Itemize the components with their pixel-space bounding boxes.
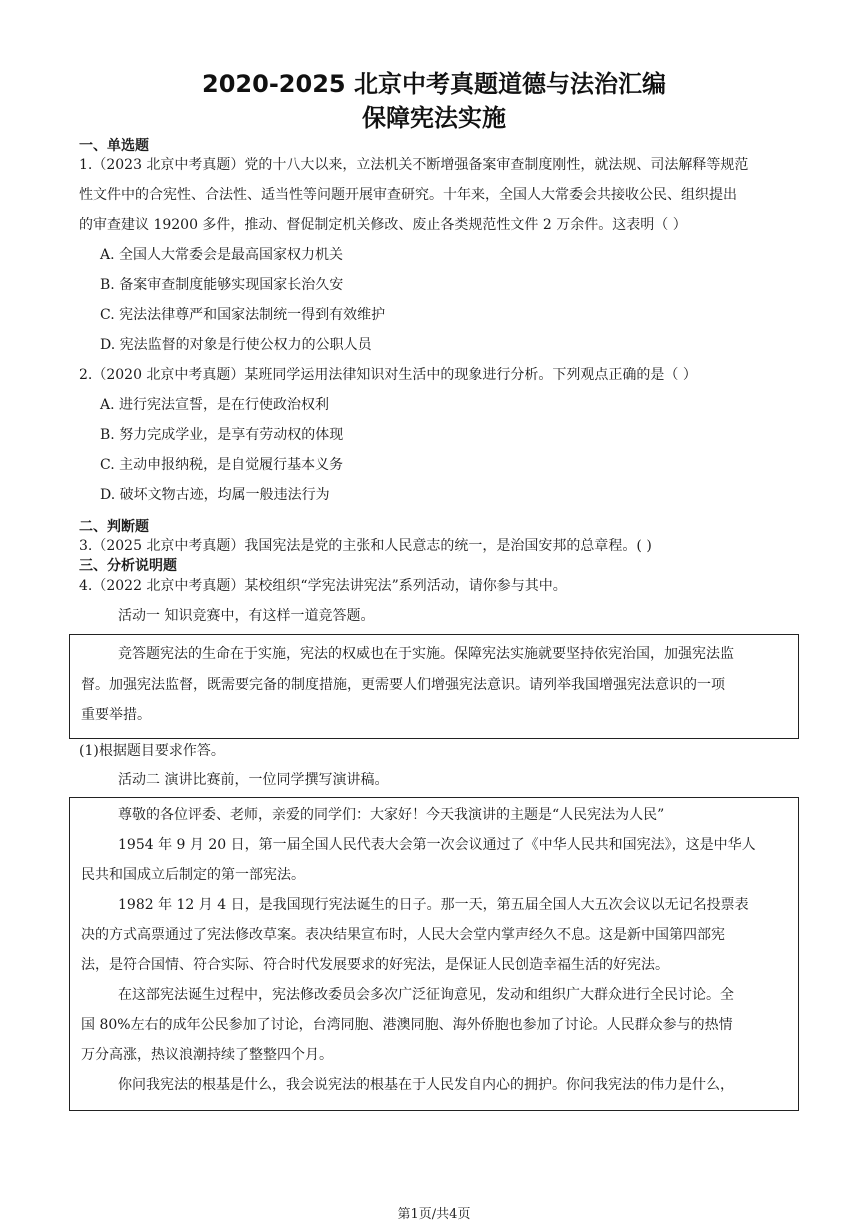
activity-two-label: 活动二 演讲比赛前，一位同学撰写演讲稿。 xyxy=(118,772,389,788)
question-1-stem-line-2: 性文件中的合宪性、合法性、适当性等问题开展审查研究。十年来，全国人大常委会共接收公民、组织提出 xyxy=(79,187,737,203)
section-heading-true-false: 二、判断题 xyxy=(79,519,149,535)
speech-line-9: 万分高涨，热议浪潮持续了整整四个月。 xyxy=(81,1047,333,1063)
speech-line-10: 你问我宪法的根基是什么，我会说宪法的根基在于人民发自内心的拥护。你问我宪法的伟力是什么， xyxy=(118,1077,734,1093)
speech-line-8: 国 80%左右的成年公民参加了讨论，台湾同胞、港澳同胞、海外侨胞也参加了讨论。人民群众参与的热情 xyxy=(81,1017,733,1033)
speech-line-7: 在这部宪法诞生过程中，宪法修改委员会多次广泛征询意见，发动和组织广大群众进行全民讨论。全 xyxy=(118,987,734,1003)
speech-line-3: 民共和国成立后制定的第一部宪法。 xyxy=(81,867,305,883)
speech-line-2: 1954 年 9 月 20 日，第一届全国人民代表大会第一次会议通过了《中华人民共和国宪法》，这是中华人 xyxy=(118,837,756,853)
question-2-option-a: A. 进行宪法宣誓，是在行使政治权利 xyxy=(100,397,330,413)
speech-line-1: 尊敬的各位评委、老师，亲爱的同学们：大家好！今天我演讲的主题是“人民宪法为人民” xyxy=(118,807,665,823)
quiz-box-line-3: 重要举措。 xyxy=(81,707,151,723)
question-2-option-c: C. 主动申报纳税，是自觉履行基本义务 xyxy=(100,457,344,473)
quiz-box-line-2: 督。加强宪法监督，既需要完备的制度措施，更需要人们增强宪法意识。请列举我国增强宪法意识的一项 xyxy=(81,677,725,693)
document-title: 2020-2025 北京中考真题道德与法治汇编 xyxy=(202,70,666,98)
section-heading-single-choice: 一、单选题 xyxy=(79,138,149,154)
section-heading-analysis: 三、分析说明题 xyxy=(79,558,177,574)
question-2-option-b: B. 努力完成学业，是享有劳动权的体现 xyxy=(100,427,344,443)
question-1-stem-line-1: 1.（2023 北京中考真题）党的十八大以来，立法机关不断增强备案审查制度刚性，就法规、司法解释等规范 xyxy=(79,157,749,173)
question-2-option-d: D. 破坏文物古迹，均属一般违法行为 xyxy=(100,487,330,503)
quiz-box-line-1: 竞答题宪法的生命在于实施，宪法的权威也在于实施。保障宪法实施就要坚持依宪治国，加强宪法监 xyxy=(118,646,734,662)
speech-draft-box xyxy=(69,797,799,1111)
question-2-stem: 2.（2020 北京中考真题）某班同学运用法律知识对生活中的现象进行分析。下列观点正确的是（ ） xyxy=(79,367,697,383)
activity-one-label: 活动一 知识竞赛中，有这样一道竞答题。 xyxy=(118,608,375,624)
question-4-stem: 4.（2022 北京中考真题）某校组织“学宪法讲宪法”系列活动，请你参与其中。 xyxy=(79,578,567,594)
document-subtitle: 保障宪法实施 xyxy=(362,104,506,132)
question-1-option-c: C. 宪法法律尊严和国家法制统一得到有效维护 xyxy=(100,307,386,323)
question-1-option-b: B. 备案审查制度能够实现国家长治久安 xyxy=(100,277,344,293)
question-1-stem-line-3: 的审查建议 19200 多件，推动、督促制定机关修改、废止各类规范性文件 2 万余件。这表明（ ） xyxy=(79,217,687,233)
quiz-question-box xyxy=(69,634,799,739)
page-number: 第1页/共4页 xyxy=(397,1207,471,1222)
speech-line-4: 1982 年 12 月 4 日，是我国现行宪法诞生的日子。那一天，第五届全国人大五次会议以无记名投票表 xyxy=(118,897,749,913)
question-1-option-d: D. 宪法监督的对象是行使公权力的公职人员 xyxy=(100,337,372,353)
speech-line-6: 法，是符合国情、符合实际、符合时代发展要求的好宪法，是保证人民创造幸福生活的好宪法。 xyxy=(81,957,669,973)
question-1-option-a: A. 全国人大常委会是最高国家权力机关 xyxy=(100,247,344,263)
sub-question-1: (1)根据题目要求作答。 xyxy=(79,743,225,759)
speech-line-5: 决的方式高票通过了宪法修改草案。表决结果宣布时，人民大会堂内掌声经久不息。这是新中国第四部宪 xyxy=(81,927,725,943)
question-3-stem: 3.（2025 北京中考真题）我国宪法是党的主张和人民意志的统一，是治国安邦的总章程。( ) xyxy=(79,538,652,554)
